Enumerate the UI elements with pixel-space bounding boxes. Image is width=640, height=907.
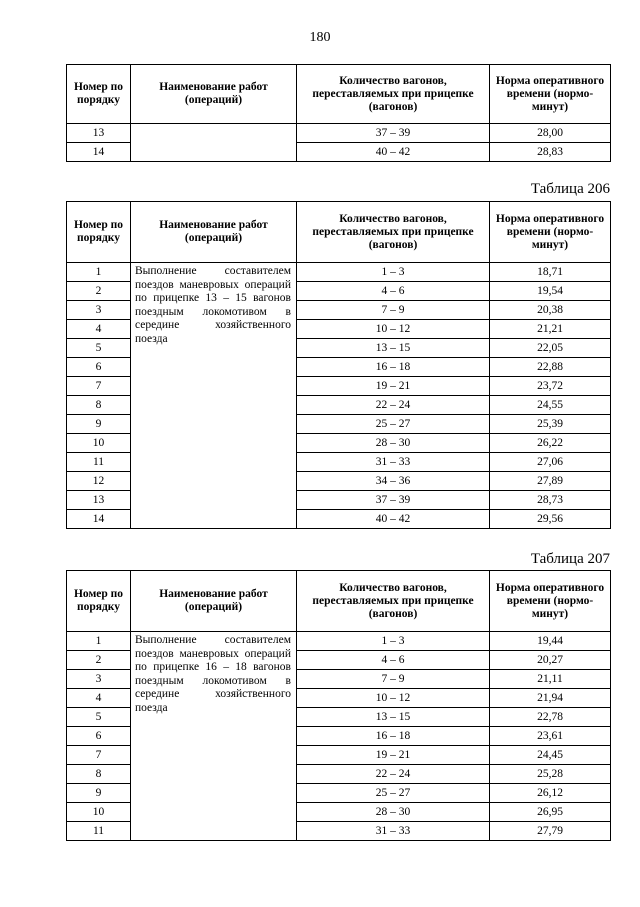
wagon-count-range: 7 – 9 bbox=[297, 670, 490, 689]
header-wagon-count: Количество вагонов, переставляемых при прицепке (вагонов) bbox=[297, 65, 490, 124]
table-row bbox=[67, 263, 611, 282]
header-time-norm: Норма оперативного времени (нормо-минут) bbox=[490, 65, 611, 124]
wagon-count-range: 34 – 36 bbox=[297, 472, 490, 491]
time-norm-value: 27,06 bbox=[490, 453, 611, 472]
row-number: 1 bbox=[67, 632, 131, 651]
operation-description bbox=[131, 124, 297, 162]
operation-description: Выполнение составителем поездов маневровых операций по прицепке 16 – 18 вагонов поездным локомотивом в середине хозяйственного поезда bbox=[131, 632, 297, 841]
operation-description: Выполнение составителем поездов маневровых операций по прицепке 13 – 15 вагонов поездным локомотивом в середине хозяйственного поезда bbox=[131, 263, 297, 529]
wagon-count-range: 16 – 18 bbox=[297, 727, 490, 746]
wagon-count-range: 40 – 42 bbox=[297, 143, 490, 162]
time-norm-value: 22,78 bbox=[490, 708, 611, 727]
time-norm-value: 20,27 bbox=[490, 651, 611, 670]
row-number: 2 bbox=[67, 651, 131, 670]
wagon-count-range: 31 – 33 bbox=[297, 822, 490, 841]
time-norm-value: 24,45 bbox=[490, 746, 611, 765]
time-norm-value: 21,94 bbox=[490, 689, 611, 708]
time-norm-value: 25,28 bbox=[490, 765, 611, 784]
table-row bbox=[67, 632, 611, 651]
wagon-count-range: 16 – 18 bbox=[297, 358, 490, 377]
row-number: 10 bbox=[67, 803, 131, 822]
wagon-count-range: 28 – 30 bbox=[297, 803, 490, 822]
wagon-count-range: 4 – 6 bbox=[297, 282, 490, 301]
table-body bbox=[67, 124, 611, 162]
wagon-count-range: 1 – 3 bbox=[297, 632, 490, 651]
header-number: Номер по порядку bbox=[67, 202, 131, 263]
row-number: 14 bbox=[67, 510, 131, 529]
row-number: 5 bbox=[67, 708, 131, 727]
wagon-count-range: 31 – 33 bbox=[297, 453, 490, 472]
time-norm-value: 18,71 bbox=[490, 263, 611, 282]
wagon-count-range: 37 – 39 bbox=[297, 124, 490, 143]
time-norm-value: 22,88 bbox=[490, 358, 611, 377]
row-number: 13 bbox=[67, 124, 131, 143]
table-207-caption: Таблица 207 bbox=[530, 551, 610, 567]
row-number: 7 bbox=[67, 746, 131, 765]
wagon-count-range: 28 – 30 bbox=[297, 434, 490, 453]
wagon-count-range: 10 – 12 bbox=[297, 689, 490, 708]
time-norm-value: 28,83 bbox=[490, 143, 611, 162]
time-norm-value: 20,38 bbox=[490, 301, 611, 320]
time-norm-value: 26,22 bbox=[490, 434, 611, 453]
wagon-count-range: 19 – 21 bbox=[297, 746, 490, 765]
row-number: 8 bbox=[67, 765, 131, 784]
time-norm-value: 25,39 bbox=[490, 415, 611, 434]
table-header-row bbox=[67, 571, 611, 632]
time-norm-value: 21,11 bbox=[490, 670, 611, 689]
header-operation-name: Наименование работ (операций) bbox=[131, 202, 297, 263]
row-number: 5 bbox=[67, 339, 131, 358]
time-norm-value: 26,95 bbox=[490, 803, 611, 822]
row-number: 4 bbox=[67, 689, 131, 708]
header-number: Номер по порядку bbox=[67, 65, 131, 124]
header-operation-name: Наименование работ (операций) bbox=[131, 571, 297, 632]
header-wagon-count: Количество вагонов, переставляемых при прицепке (вагонов) bbox=[297, 571, 490, 632]
row-number: 3 bbox=[67, 670, 131, 689]
row-number: 6 bbox=[67, 727, 131, 746]
time-norm-value: 19,54 bbox=[490, 282, 611, 301]
table-207 bbox=[66, 570, 611, 841]
row-number: 9 bbox=[67, 415, 131, 434]
row-number: 14 bbox=[67, 143, 131, 162]
time-norm-value: 23,61 bbox=[490, 727, 611, 746]
wagon-count-range: 13 – 15 bbox=[297, 339, 490, 358]
wagon-count-range: 13 – 15 bbox=[297, 708, 490, 727]
table-header-row bbox=[67, 202, 611, 263]
row-number: 13 bbox=[67, 491, 131, 510]
wagon-count-range: 40 – 42 bbox=[297, 510, 490, 529]
time-norm-value: 28,73 bbox=[490, 491, 611, 510]
row-number: 11 bbox=[67, 453, 131, 472]
time-norm-value: 21,21 bbox=[490, 320, 611, 339]
wagon-count-range: 1 – 3 bbox=[297, 263, 490, 282]
header-number: Номер по порядку bbox=[67, 571, 131, 632]
row-number: 10 bbox=[67, 434, 131, 453]
row-number: 12 bbox=[67, 472, 131, 491]
wagon-count-range: 25 – 27 bbox=[297, 415, 490, 434]
time-norm-value: 27,89 bbox=[490, 472, 611, 491]
wagon-count-range: 22 – 24 bbox=[297, 765, 490, 784]
table-body bbox=[67, 263, 611, 529]
time-norm-value: 22,05 bbox=[490, 339, 611, 358]
table-row bbox=[67, 124, 611, 143]
table-206 bbox=[66, 201, 611, 529]
time-norm-value: 28,00 bbox=[490, 124, 611, 143]
wagon-count-range: 25 – 27 bbox=[297, 784, 490, 803]
time-norm-value: 23,72 bbox=[490, 377, 611, 396]
table-body bbox=[67, 632, 611, 841]
table-header-row bbox=[67, 65, 611, 124]
table-206-caption: Таблица 206 bbox=[530, 181, 610, 197]
wagon-count-range: 4 – 6 bbox=[297, 651, 490, 670]
time-norm-value: 19,44 bbox=[490, 632, 611, 651]
row-number: 11 bbox=[67, 822, 131, 841]
continued-norms-table bbox=[66, 64, 611, 162]
wagon-count-range: 10 – 12 bbox=[297, 320, 490, 339]
time-norm-value: 29,56 bbox=[490, 510, 611, 529]
header-time-norm: Норма оперативного времени (нормо-минут) bbox=[490, 202, 611, 263]
wagon-count-range: 22 – 24 bbox=[297, 396, 490, 415]
wagon-count-range: 7 – 9 bbox=[297, 301, 490, 320]
header-operation-name: Наименование работ (операций) bbox=[131, 65, 297, 124]
time-norm-value: 24,55 bbox=[490, 396, 611, 415]
time-norm-value: 26,12 bbox=[490, 784, 611, 803]
wagon-count-range: 37 – 39 bbox=[297, 491, 490, 510]
wagon-count-range: 19 – 21 bbox=[297, 377, 490, 396]
row-number: 8 bbox=[67, 396, 131, 415]
time-norm-value: 27,79 bbox=[490, 822, 611, 841]
row-number: 1 bbox=[67, 263, 131, 282]
header-time-norm: Норма оперативного времени (нормо-минут) bbox=[490, 571, 611, 632]
row-number: 4 bbox=[67, 320, 131, 339]
row-number: 9 bbox=[67, 784, 131, 803]
page-number: 180 bbox=[309, 30, 331, 45]
header-wagon-count: Количество вагонов, переставляемых при прицепке (вагонов) bbox=[297, 202, 490, 263]
row-number: 7 bbox=[67, 377, 131, 396]
row-number: 3 bbox=[67, 301, 131, 320]
row-number: 2 bbox=[67, 282, 131, 301]
row-number: 6 bbox=[67, 358, 131, 377]
